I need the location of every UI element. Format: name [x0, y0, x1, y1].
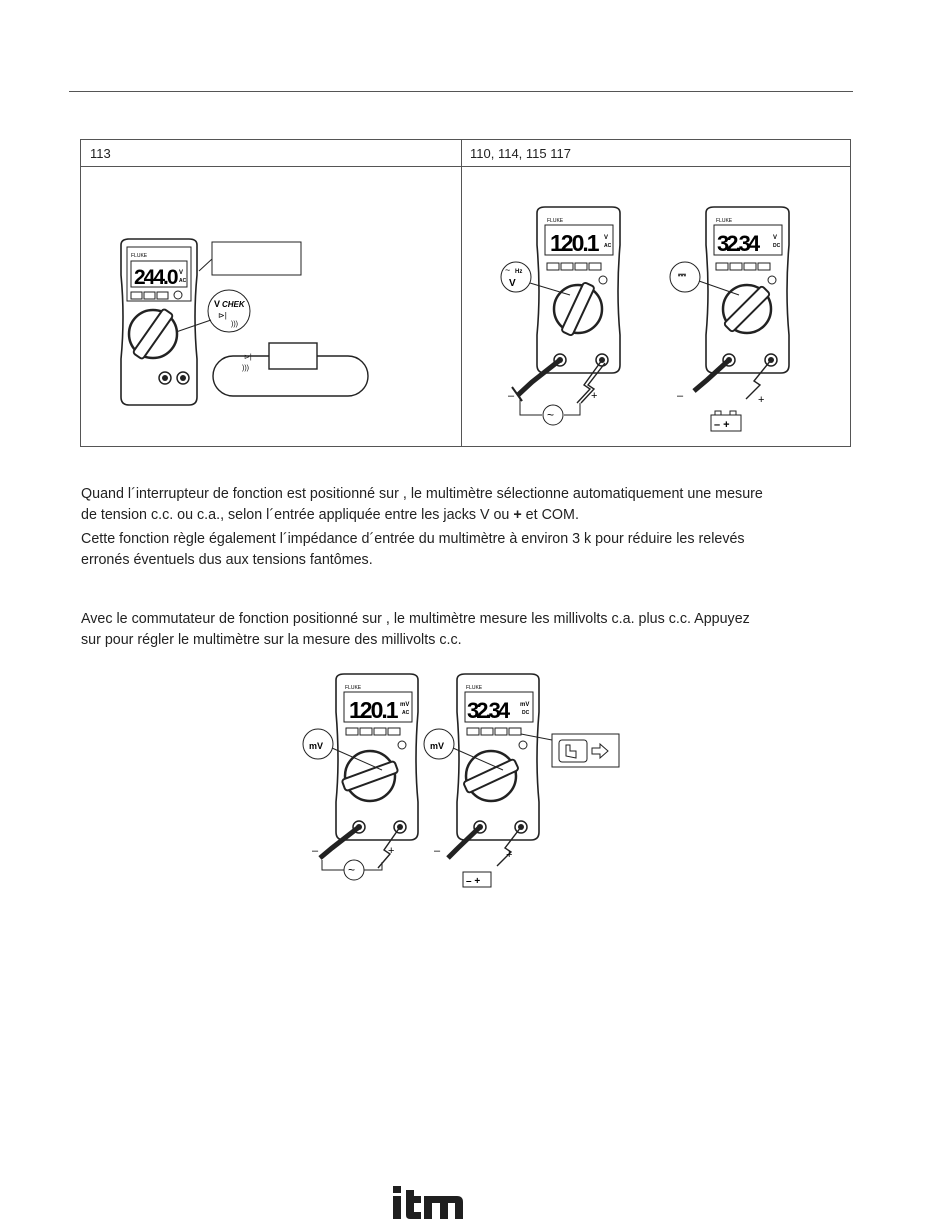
plus-label: +	[506, 849, 513, 861]
plus-label: +	[388, 845, 395, 857]
meter-v-ac	[501, 207, 620, 425]
paragraph-auto-v	[81, 484, 861, 526]
vchek-label: CHEK	[222, 300, 245, 309]
unit-label: V	[179, 270, 184, 276]
continuity-icon: )))	[242, 365, 249, 372]
rotary-dial	[129, 308, 177, 359]
unit-label: V	[604, 235, 609, 241]
brand-label: FLUKE	[131, 253, 148, 259]
meter-v-dc	[670, 207, 789, 431]
paragraph-impedance	[81, 529, 861, 571]
minus-label: –	[312, 845, 319, 857]
table-header-113: 113	[90, 146, 111, 161]
meter-mv-ac	[303, 674, 418, 880]
callout-box	[212, 242, 301, 275]
unit-label: mV	[520, 702, 530, 708]
svg-text:~: ~	[547, 408, 555, 422]
hz-label: Hz	[515, 269, 523, 275]
minus-label: –	[508, 390, 515, 402]
unit-label: V	[773, 235, 778, 241]
svg-text:))): )))	[231, 321, 238, 328]
plus-jack-label: +	[513, 507, 522, 523]
brand-label: FLUKE	[716, 218, 733, 224]
p1-line2-b: et	[521, 507, 542, 523]
minus-label: –	[677, 390, 684, 402]
meter-display: 120.1	[349, 697, 397, 723]
unit-sub-label: DC	[773, 243, 781, 249]
mv-label: mV	[309, 741, 324, 751]
unit-sub-label: AC	[402, 710, 410, 716]
itm-logo	[393, 1186, 465, 1222]
brand-label: FLUKE	[466, 685, 483, 691]
meter-113-figure	[81, 167, 460, 447]
meter-display: 32.34	[717, 231, 758, 256]
svg-text:~: ~	[505, 265, 511, 275]
unit-sub-label: AC	[604, 243, 612, 249]
svg-text:⎓: ⎓	[678, 270, 686, 281]
mv-label: mV	[430, 741, 445, 751]
meter-mv-dc	[424, 674, 619, 887]
table-header-other-models: 110, 114, 115 117	[470, 146, 571, 161]
unit-label: mV	[400, 702, 410, 708]
svg-text:V: V	[214, 299, 221, 309]
meter-display: 244.0	[134, 266, 177, 289]
meter-v-figures	[462, 167, 851, 447]
plus-label: +	[591, 390, 598, 402]
v-label: V	[509, 278, 516, 289]
svg-text:– +: – +	[466, 876, 481, 887]
p1-line2-a: de tension c.c. ou c.a., selon l´entrée appliquée entre les jacks V ou	[81, 507, 514, 523]
p1-line2-c: .	[574, 507, 579, 523]
p2-line2: erronés éventuels dus aux tensions fantômes.	[81, 552, 373, 568]
header-rule	[69, 91, 853, 92]
svg-text:– +: – +	[714, 419, 730, 431]
com-jack-label: COM	[541, 507, 575, 523]
plus-label: +	[758, 394, 765, 406]
svg-text:~: ~	[348, 863, 356, 877]
vchek-symbol	[208, 290, 250, 332]
p1-line1: Quand l´interrupteur de fonction est positionné sur , le multimètre sélectionne automatiquement une mesure	[81, 486, 763, 502]
figure-table	[80, 139, 851, 447]
diode-icon: ⊳|	[244, 354, 252, 361]
p2-line1: Cette fonction règle également l´impédance d´entrée du multimètre à environ 3 k pour réduire les relevés	[81, 531, 745, 547]
brand-label: FLUKE	[547, 218, 564, 224]
p3-line1: Avec le commutateur de fonction positionné sur , le multimètre mesure les millivolts c.a. plus c.c. Appuyez	[81, 611, 750, 627]
millivolt-figure	[300, 672, 630, 892]
p3-line2: sur pour régler le multimètre sur la mesure des millivolts c.c.	[81, 632, 462, 648]
meter-display: 120.1	[550, 230, 598, 256]
meter-display: 32.34	[467, 698, 508, 723]
svg-text:⊳|: ⊳|	[218, 311, 227, 320]
unit-sub-label: DC	[522, 710, 530, 716]
unit-sub-label: AC	[179, 278, 187, 284]
brand-label: FLUKE	[345, 685, 362, 691]
paragraph-millivolts	[81, 609, 861, 651]
minus-label: –	[434, 845, 441, 857]
continuity-test-circuit	[213, 343, 368, 396]
meter-113	[121, 239, 197, 405]
